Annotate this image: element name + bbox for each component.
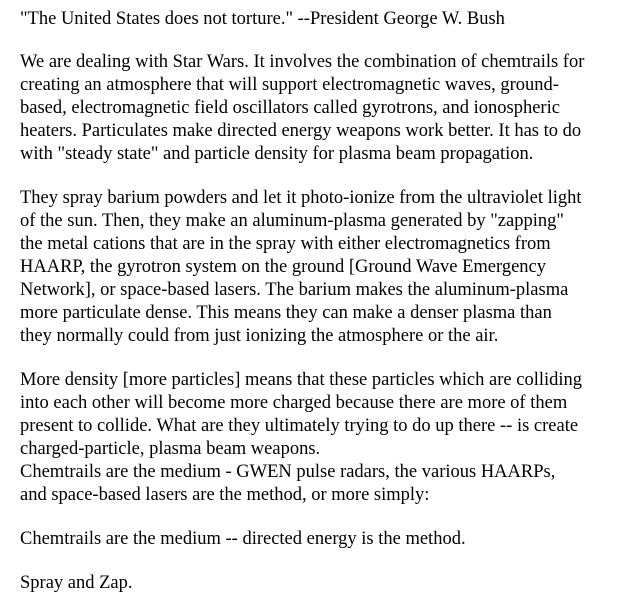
paragraph-spray-and-zap: Spray and Zap. — [20, 573, 133, 593]
paragraph-directed-energy: Chemtrails are the medium -- directed energy is the method. — [20, 529, 466, 549]
paragraph-density: More density [more particles] means that these particles which are colliding into each other will become more charged because there are more of them present to collide. What are they ultimately trying to do up there -- is create charged-particle, plasma beam weapons. — [20, 370, 583, 459]
paragraph-star-wars: We are dealing with Star Wars. It involves the combination of chemtrails for creating an atmosphere that will support electromagnetic waves, ground- based, electromagnetic field oscillators called gyrotrons, and ionospheric heaters. Particulates make directed energy weapons work better. It has to do with "steady state" and particle density for plasma beam propagation. — [20, 52, 585, 164]
paragraph-barium: They spray barium powders and let it photo-ionize from the ultraviolet light of the sun. Then, they make an aluminum-plasma generated by "zapping" the metal cations that are in the spray with either electromagnetics from HAARP, the gyrotron system on the ground [Ground Wave Emergency Network], or space-based lasers. The barium makes the aluminum-plasma more particulate dense. This means they can make a denser plasma than they normally could from just ionizing the atmosphere or the air. — [20, 188, 582, 346]
paragraph-medium-method: Chemtrails are the medium - GWEN pulse radars, the various HAARPs, and space-based lasers are the method, or more simply: — [20, 462, 556, 505]
bush-quote: "The United States does not torture." --President George W. Bush — [20, 9, 505, 29]
